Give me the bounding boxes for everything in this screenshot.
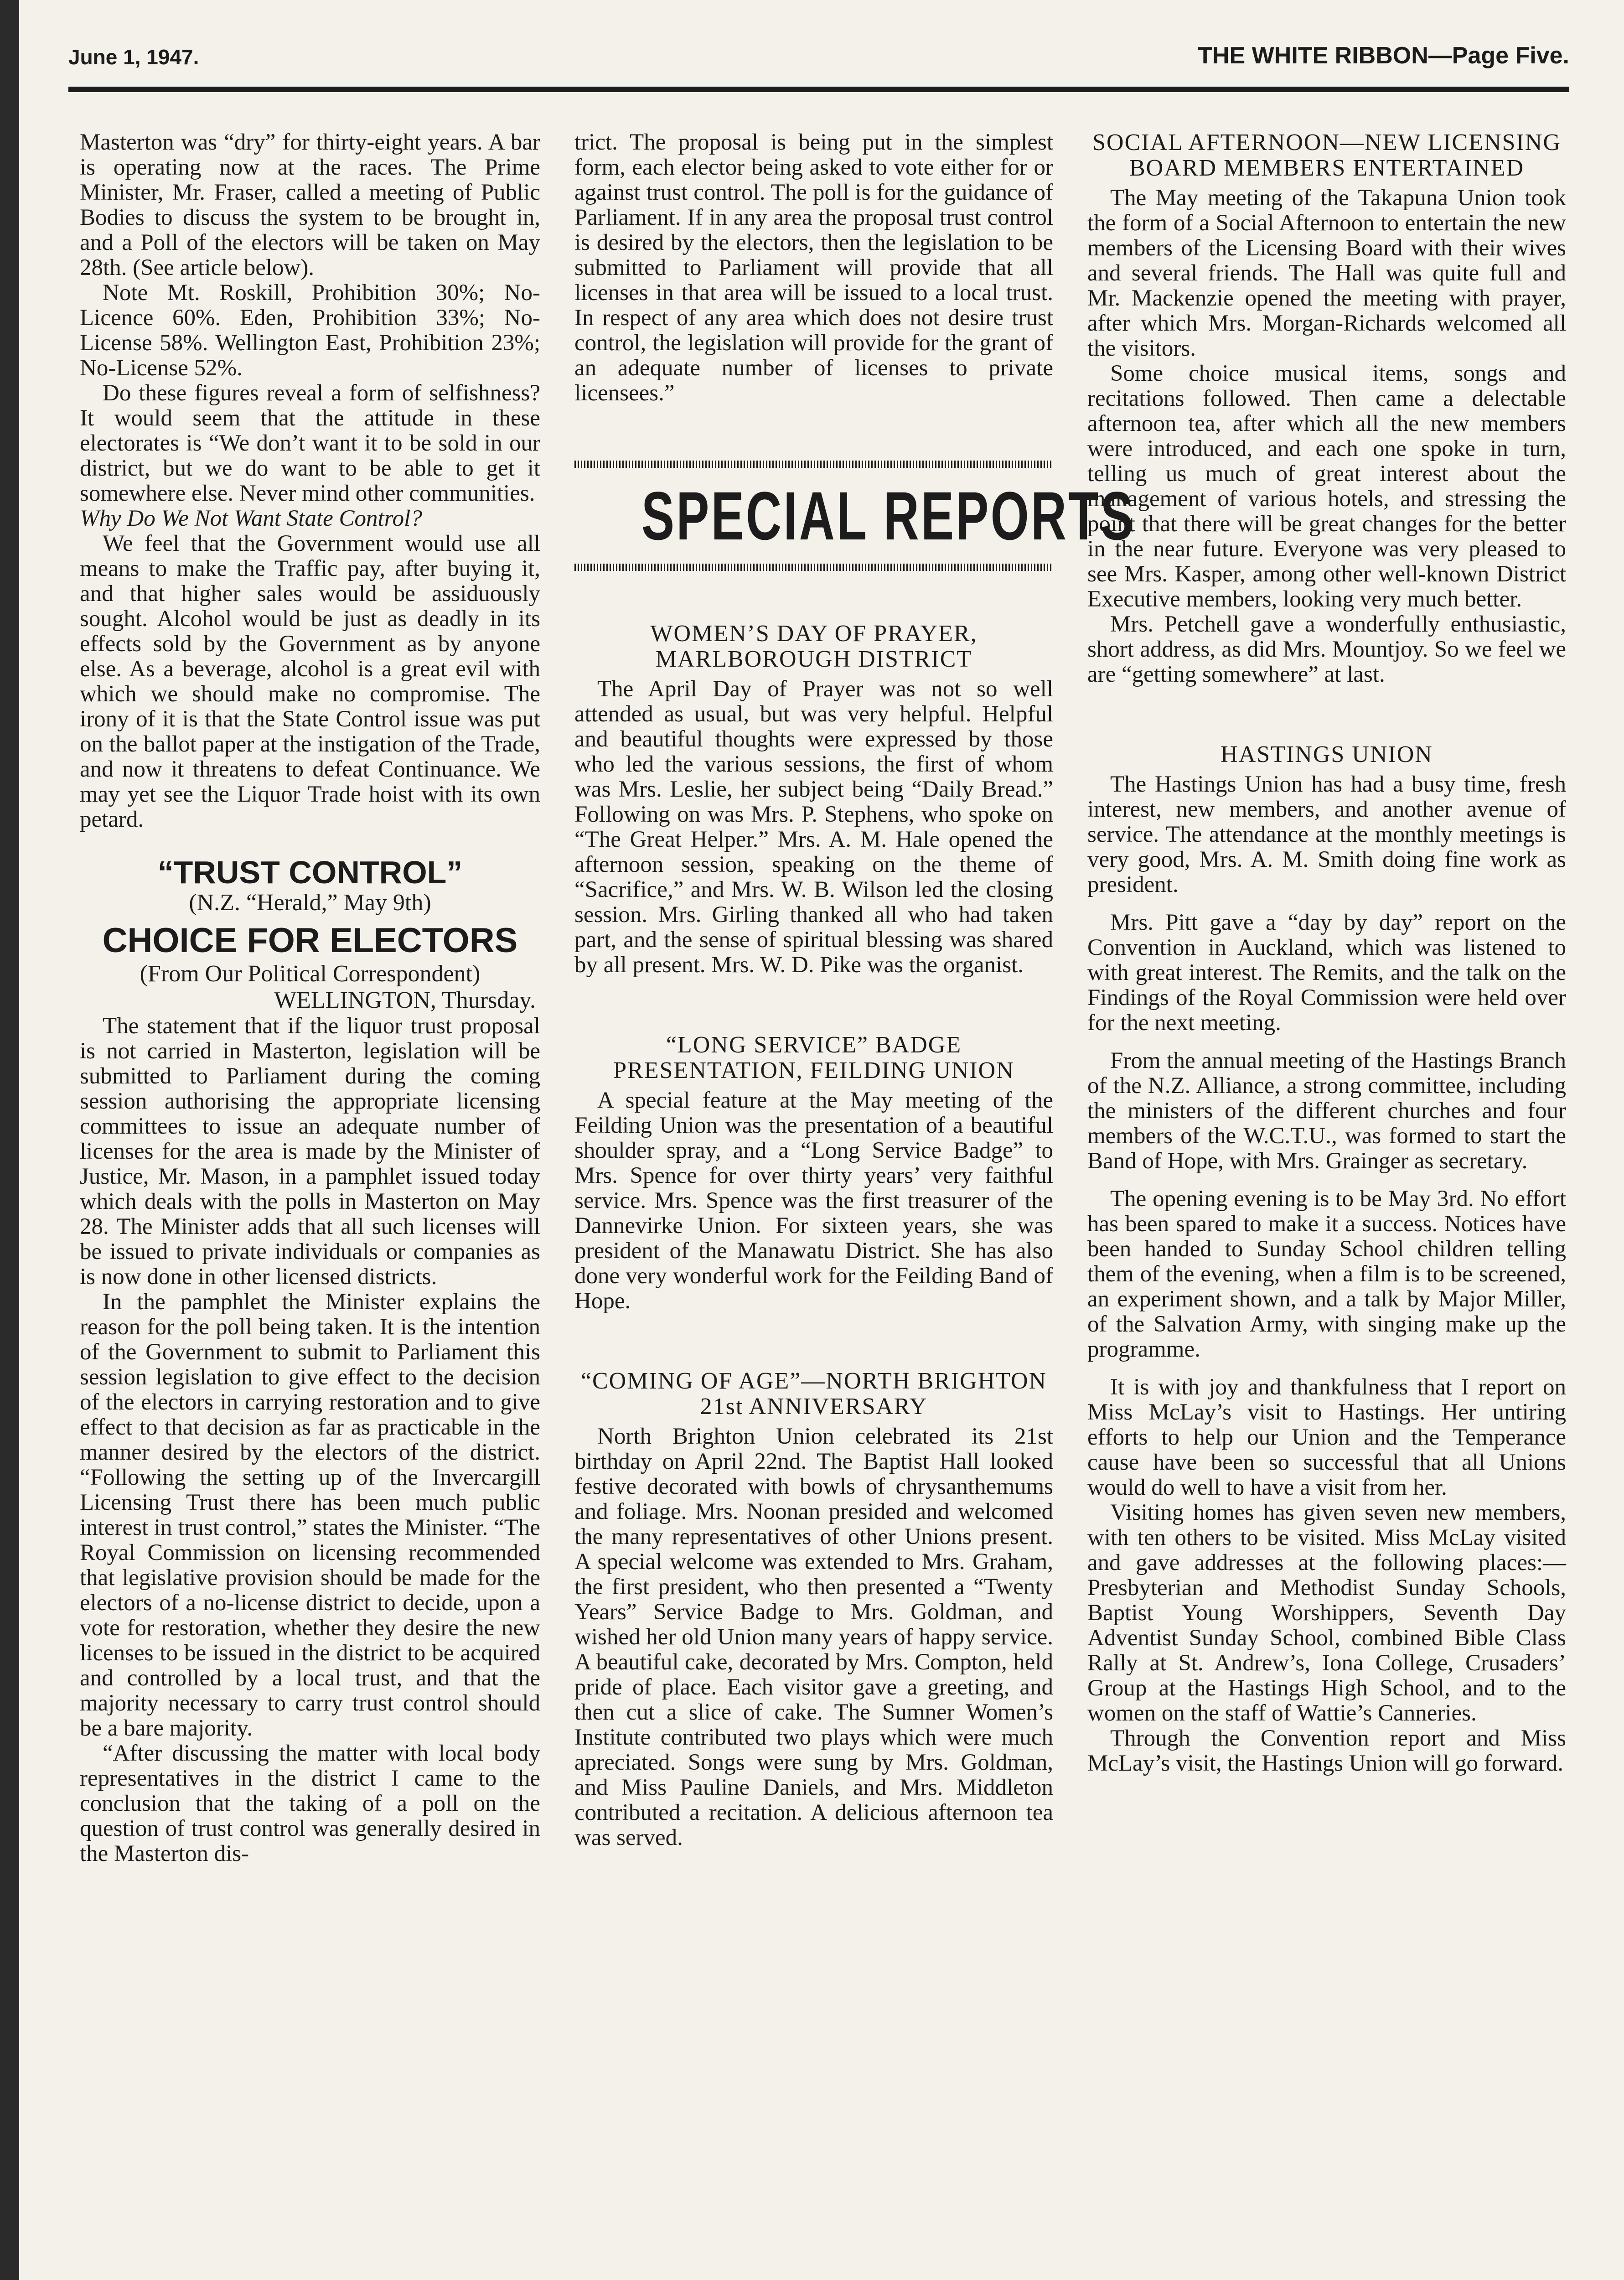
paragraph: North Brighton Union celebrated its 21st birthday on April 22nd. The Baptist Hall looked festive decorated with bowls of chrysanthemums and foliage. Mrs. Noonan presided and welcomed the many representatives of other Unions present. A special welcome was extended to Mrs. Graham, the first president, who then presented a “Twenty Years” Service Badge to Mrs. Goldman, and wished her old Union many years of happy service. A beautiful cake, decorated by Mrs. Compton, held pride of place. Each visitor gave a greeting, and then cut a slice of cake. The Sumner Women’s Institute contributed two plays which were much apreciated. Songs were sung by Mrs. Goldman, and Miss Pauline Daniels, and Mrs. Middleton contributed a recitation. A delicious afternoon tea was served.: [574, 1424, 1053, 1850]
paragraph: Visiting homes has given seven new members, with ten others to be visited. Miss McLay visited and gave addresses at the following places:—Presbyterian and Methodist Sunday Schools, Baptist Young Worshippers, Seventh Day Adventist Sunday School, combined Bible Class Rally at St. Andrew’s, Iona College, Crusaders’ Group at the Hastings High School, and to the women on the staff of Wattie’s Canneries.: [1087, 1500, 1566, 1726]
paragraph: A special feature at the May meeting of the Feilding Union was the presentation of a beautiful shoulder spray, and a “Long Service Badge” to Mrs. Spence for over thirty years’ very faithful service. Mrs. Spence was the first treasurer of the Dannevirke Union. For sixteen years, she was president of the Manawatu District. She has also done very wonderful work for the Feilding Band of Hope.: [574, 1088, 1053, 1314]
paragraph: The May meeting of the Takapuna Union took the form of a Social Afternoon to entertain the new members of the Licensing Board with their wives and several friends. The Hall was quite full and Mr. Mackenzie opened the meeting with prayer, after which Mrs. Morgan-Richards welcomed all the visitors.: [1087, 185, 1566, 361]
paragraph: “After discussing the matter with local body representatives in the district I came to the conclusion that the taking of a poll on the question of trust control was generally desired in the Masterton dis-: [80, 1741, 540, 1866]
special-reports-title: SPECIAL REPORTS: [641, 477, 1136, 554]
paragraph: Some choice musical items, songs and recitations followed. Then came a delectable afternoon tea, after which all the new members were introduced, and each one spoke in turn, telling us much of great interest about the management of various hotels, and stressing the point that there will be great changes for the better in the near future. Everyone was very pleased to see Mrs. Kasper, among other well-known District Executive members, looking very much better.: [1087, 361, 1566, 612]
page-header: [68, 36, 1569, 78]
section-heading: SOCIAL AFTERNOON—NEW LICENSING BOARD MEMBERS ENTERTAINED: [1092, 130, 1561, 181]
paragraph: The opening evening is to be May 3rd. No effort has been spared to make it a success. Notices have been handed to Sunday School children telling them of the evening, when a film is to be screened, an experiment shown, and a talk by Major Miller, of the Salvation Army, with singing make up the programme.: [1087, 1186, 1566, 1362]
trust-control-source: (N.Z. “Herald,” May 9th): [189, 890, 431, 916]
paragraph: Masterton was “dry” for thirty-eight years. A bar is operating now at the races. The Prime Minister, Mr. Fraser, called a meeting of Public Bodies to discuss the system to be brought in, and a Poll of the electors will be taken on May 28th. (See article below).: [80, 130, 540, 280]
section-heading: HASTINGS UNION: [1221, 741, 1433, 767]
paragraph: From the annual meeting of the Hastings Branch of the N.Z. Alliance, a strong committee, including the ministers of the different churches and four members of the W.C.T.U., was formed to start the Band of Hope, with Mrs. Grainger as secretary.: [1087, 1048, 1566, 1174]
choice-heading: CHOICE FOR ELECTORS: [102, 921, 518, 960]
paragraph: It is with joy and thankfulness that I report on Miss McLay’s visit to Hastings. Her untiring efforts to help our Union and the Temperance cause have been so successful that all Unions would do well to have a visit from her.: [1087, 1374, 1566, 1500]
paragraph: The April Day of Prayer was not so well attended as usual, but was very helpful. Helpful and beautiful thoughts were expressed by those who led the various sessions, the first of whom was Mrs. Leslie, her subject being “Daily Bread.” Following on was Mrs. P. Stephens, who spoke on “The Great Helper.” Mrs. A. M. Hale opened the afternoon session, speaking on the theme of “Sacrifice,” and Mrs. W. B. Wilson led the closing session. Mrs. Girling thanked all who had taken part, and the sense of spiritual blessing was shared by all present. Mrs. W. D. Pike was the organist.: [574, 676, 1053, 978]
section-heading: “LONG SERVICE” BADGE PRESENTATION, FEILDING UNION: [613, 1032, 1014, 1083]
page-edge: [0, 0, 19, 2280]
paragraph: trict. The proposal is being put in the simplest form, each elector being asked to vote either for or against trust control. The poll is for the guidance of Parliament. If in any area the proposal trust control is desired by the electors, then the legislation to be submitted to Parliament will provide that all licenses in that area will be issued to a local trust. In respect of any area which does not desire trust control, the legislation will provide for the grant of an adequate number of licenses to private licensees.”: [574, 130, 1053, 406]
column-3: [1087, 130, 1566, 1776]
paragraph: Mrs. Petchell gave a wonderfully enthusiastic, short address, as did Mrs. Mountjoy. So we feel we are “getting somewhere” at last.: [1087, 611, 1566, 687]
publication-title: THE WHITE RIBBON—Page Five.: [1198, 42, 1569, 69]
banner-rule-bottom: [574, 564, 1053, 571]
column-1: [80, 130, 540, 1866]
paragraph: The statement that if the liquor trust proposal is not carried in Masterton, legislation will be submitted to Parliament during the coming session authorising the appropriate licensing committees to issue an adequate number of licenses for the area is made by the Minister of Justice, Mr. Mason, in a pamphlet issued today which deals with the polls in Masterton on May 28. The Minister adds that all such licenses will be issued to private individuals or companies as is now done in other licensed districts.: [80, 1013, 540, 1290]
header-rule: [68, 87, 1569, 92]
subheading: Why Do We Not Want State Control?: [80, 506, 422, 531]
paragraph: We feel that the Government would use all means to make the Traffic pay, after buying it, and that higher sales would be assiduously sought. Alcohol would be just as deadly in its effects sold by the Government as by anyone else. As a beverage, alcohol is a great evil with which we should make no compromise. The irony of it is that the State Control issue was put on the ballot paper at the instigation of the Trade, and now it threatens to defeat Continuance. We may yet see the Liquor Trade hoist with its own petard.: [80, 531, 540, 832]
paragraph: Do these figures reveal a form of selfishness? It would seem that the attitude in these electorates is “We don’t want it to be sold in our district, but we do want to be able to get it somewhere else. Never mind other communities.: [80, 380, 540, 506]
paragraph: The Hastings Union has had a busy time, fresh interest, new members, and another avenue of service. The attendance at the monthly meetings is very good, Mrs. A. M. Smith doing fine work as president.: [1087, 772, 1566, 897]
byline: (From Our Political Correspondent): [140, 961, 481, 987]
paragraph: In the pamphlet the Minister explains the reason for the poll being taken. It is the intention of the Government to submit to Parliament this session legislation to give effect to the decision of the electors in carrying restoration and to give effect to that decision as far as practicable in the manner desired by the electors of the district. “Following the setting up of the Invercargill Licensing Trust there has been much public interest in trust control,” states the Minister. “The Royal Commission on licensing recommended that legislative provision should be made for the electors of a no-license district to decide, upon a vote for restoration, whether they desire the new licenses to be issued in the district to be acquired and controlled by a local trust, and that the majority necessary to carry trust control should be a bare majority.: [80, 1289, 540, 1741]
column-2: [574, 130, 1136, 1850]
paragraph: Mrs. Pitt gave a “day by day” report on the Convention in Auckland, which was listened to with great interest. The Remits, and the talk on the Findings of the Royal Commission were held over for the next meeting.: [1087, 910, 1566, 1036]
section-heading: “COMING OF AGE”—NORTH BRIGHTON 21st ANNIVERSARY: [580, 1368, 1047, 1420]
dateline: WELLINGTON, Thursday.: [274, 987, 536, 1013]
trust-control-heading: “TRUST CONTROL”: [157, 855, 463, 890]
paragraph: Through the Convention report and Miss McLay’s visit, the Hastings Union will go forward.: [1087, 1726, 1566, 1776]
banner-rule-top: [574, 461, 1053, 468]
section-heading: WOMEN’S DAY OF PRAYER, MARLBOROUGH DISTRICT: [650, 621, 978, 672]
paragraph: Note Mt. Roskill, Prohibition 30%; No-Licence 60%. Eden, Prohibition 33%; No-License 58%. Wellington East, Prohibition 23%; No-License 52%.: [80, 280, 540, 381]
special-reports-banner: [574, 461, 1136, 571]
issue-date: June 1, 1947.: [68, 45, 199, 69]
